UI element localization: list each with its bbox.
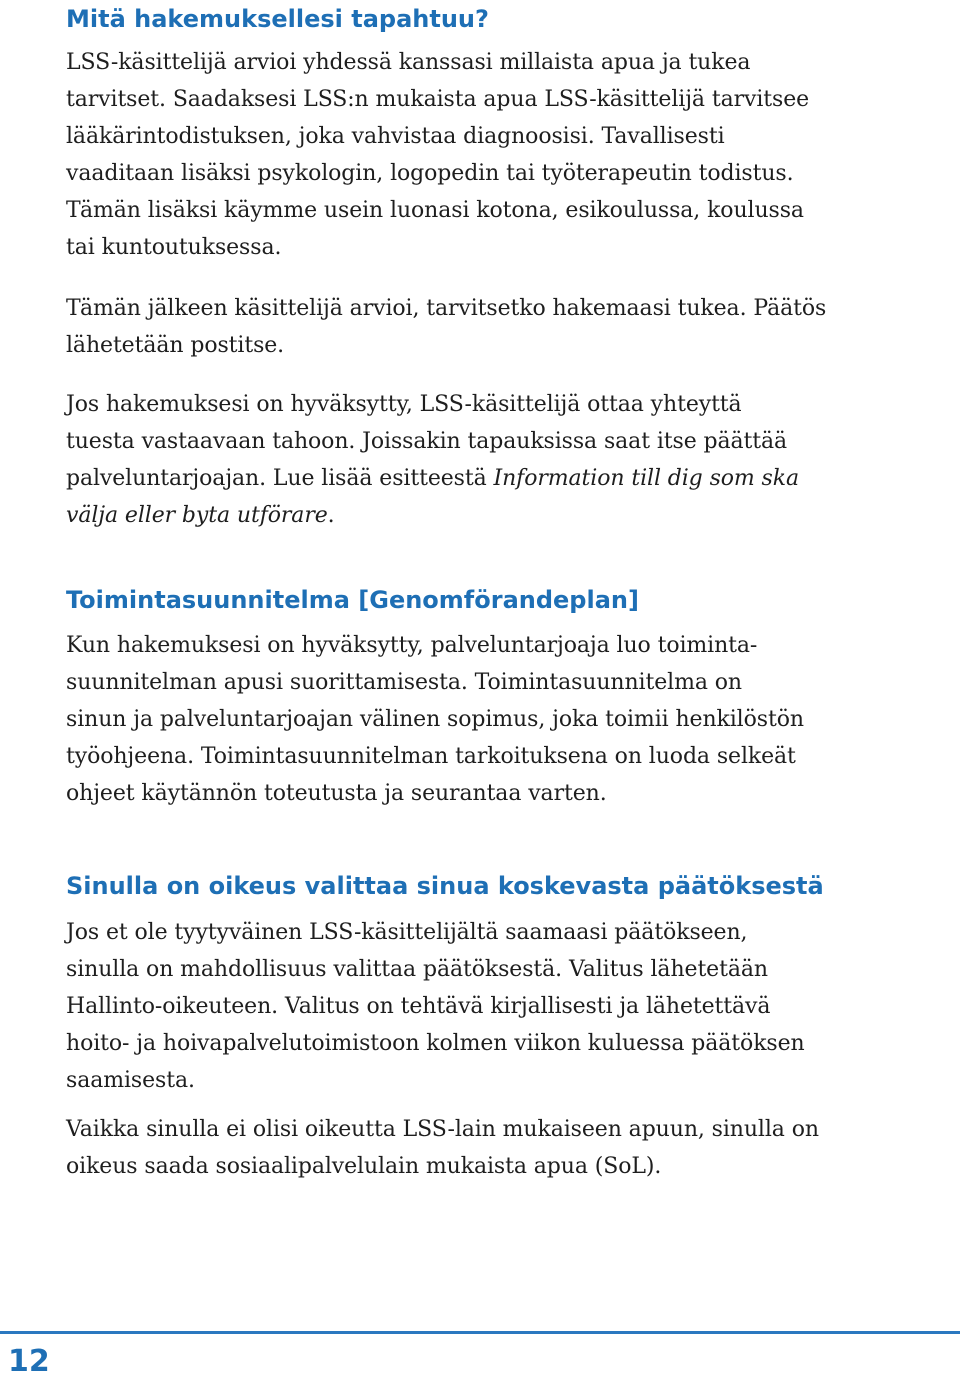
text-line: Vaikka sinulla ei olisi oikeutta LSS-lain mukaiseen apuun, sinulla on: [66, 1117, 819, 1142]
text-line: Jos hakemuksesi on hyväksytty, LSS-käsittelijä ottaa yhteyttä: [66, 392, 742, 417]
text-line: tai kuntoutuksessa.: [66, 235, 282, 260]
text-line: [66, 497, 799, 534]
brochure-title-part-2: välja eller byta utförare: [66, 503, 328, 528]
text-line: Hallinto-oikeuteen. Valitus on tehtävä kirjallisesti ja lähetettävä: [66, 994, 771, 1019]
section-heading-right-to-appeal: Sinulla on oikeus valittaa sinua koskevasta päätöksestä: [66, 872, 824, 900]
text-line: Jos et ole tyytyväinen LSS-käsittelijältä saamaasi päätökseen,: [66, 920, 748, 945]
text-line: vaaditaan lisäksi psykologin, logopedin tai työterapeutin todistus.: [66, 161, 794, 186]
paragraph-decision: [66, 290, 826, 364]
text-line: työohjeena. Toimintasuunnitelman tarkoituksena on luoda selkeät: [66, 744, 796, 769]
text-line: Tämän jälkeen käsittelijä arvioi, tarvitsetko hakemaasi tukea. Päätös: [66, 296, 827, 321]
text-line: tarvitset. Saadaksesi LSS:n mukaista apua LSS-käsittelijä tarvitsee: [66, 87, 810, 112]
text-line: sinun ja palveluntarjoajan välinen sopimus, joka toimii henkilöstön: [66, 707, 804, 732]
page-number: 12: [8, 1344, 50, 1379]
section-heading-application-process: Mitä hakemuksellesi tapahtuu?: [66, 5, 489, 33]
paragraph-assessment: [66, 44, 809, 266]
text-line: lähetetään postitse.: [66, 333, 285, 358]
text-segment: palveluntarjoajan. Lue lisää esitteestä: [66, 466, 494, 491]
paragraph-approval: [66, 386, 799, 534]
text-line: sinulla on mahdollisuus valittaa päätöksestä. Valitus lähetetään: [66, 957, 768, 982]
text-line: oikeus saada sosiaalipalvelulain mukaista apua (SoL).: [66, 1154, 662, 1179]
footer-divider: [0, 1331, 960, 1334]
text-line: [66, 460, 799, 497]
text-line: lääkärintodistuksen, joka vahvistaa diagnoosisi. Tavallisesti: [66, 124, 725, 149]
text-line: LSS-käsittelijä arvioi yhdessä kanssasi millaista apua ja tukea: [66, 50, 751, 75]
paragraph-social-services: [66, 1111, 819, 1185]
paragraph-action-plan: [66, 627, 804, 812]
text-line: ohjeet käytännön toteutusta ja seurantaa varten.: [66, 781, 607, 806]
text-line: Kun hakemuksesi on hyväksytty, palveluntarjoaja luo toiminta-: [66, 633, 758, 658]
brochure-title-part-1: Information till dig som ska: [493, 466, 799, 491]
text-line: tuesta vastaavaan tahoon. Joissakin tapauksissa saat itse päättää: [66, 429, 788, 454]
text-segment: .: [327, 503, 335, 528]
text-line: suunnitelman apusi suorittamisesta. Toimintasuunnitelma on: [66, 670, 742, 695]
paragraph-appeal: [66, 914, 805, 1099]
text-line: saamisesta.: [66, 1068, 195, 1093]
text-line: Tämän lisäksi käymme usein luonasi kotona, esikoulussa, koulussa: [66, 198, 804, 223]
section-heading-action-plan: Toimintasuunnitelma [Genomförandeplan]: [66, 586, 639, 614]
text-line: hoito- ja hoivapalvelutoimistoon kolmen viikon kuluessa päätöksen: [66, 1031, 805, 1056]
